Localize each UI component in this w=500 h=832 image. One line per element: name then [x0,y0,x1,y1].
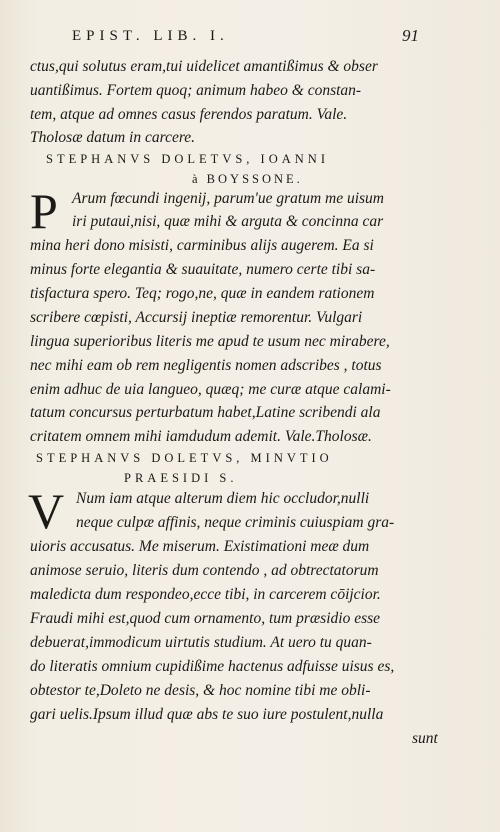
text-line: enim adhuc de uia langueo, quæq; me curæ atque calami- [30,381,391,398]
drop-cap: P [30,183,58,239]
running-title: EPIST. LIB. I. [72,28,229,44]
running-header [72,28,432,45]
text-line: Tholosæ datum in carcere. [30,129,196,146]
letter-heading: STEPHANVS DOLETVS, IOANNI [46,152,329,166]
text-line: obtestor te,Doleto ne desis, & hoc nomine tibi me obli- [30,682,371,699]
text-line: Arum fœcundi ingenij, parum'ue gratum me uisum [72,190,385,207]
page-number: 91 [402,26,419,45]
text-line: maledicta dum respondeo,ecce tibi, in carcerem cōijcior. [30,586,381,603]
text-line: iri putaui,nisi, quæ mihi & arguta & concinna car [72,213,384,230]
text-line: lingua superioribus literis me apud te usum nec mirabere, [30,333,390,350]
text-line: critatem omnem mihi iamdudum ademit. Vale.Tholosæ. [30,428,372,445]
text-line: gari uelis.Ipsum illud quæ abs te suo iure postulent,nulla [30,706,384,723]
text-line: uioris accusatus. Me miserum. Existimationi meæ dum [30,538,370,555]
catchword: sunt [412,730,438,747]
drop-cap: V [28,483,65,539]
text-line: animose seruio, literis dum contendo , ad obtrectatorum [30,562,379,579]
text-line: minus forte elegantia & suauitate, numero certe tibi sa- [30,261,376,278]
text-line: Fraudi mihi est,quod cum ornamento, tum præsidio esse [30,610,381,627]
text-line: tem, atque ad omnes casus ferendos paratum. Vale. [30,106,348,123]
text-line: ctus,qui solutus eram,tui uidelicet amantißimus & obser [30,58,378,75]
letter-heading-recipient: à BOYSSONE. [192,172,303,186]
text-line: tatum concursus perturbatum habet,Latine scribendi ala [30,404,381,421]
letter-heading: STEPHANVS DOLETVS, MINVTIO [36,451,333,465]
text-line: Num iam atque alterum diem hic occludor,nulli [76,490,370,507]
text-line: do literatis omnium cupidißime hactenus adfuisse uisus es, [30,658,395,675]
text-line: mina heri dono misisti, carminibus alijs augerem. Ea si [30,237,374,254]
text-line: tisfactura spero. Teq; rogo,ne, quæ in eandem rationem [30,285,375,302]
text-line: nec mihi eam ob rem negligentis nomen adscribes , totus [30,357,382,374]
text-line: debuerat,immodicum uirtutis studium. At uero tu quan- [30,634,372,651]
text-line: neque culpæ affinis, neque criminis cuiuspiam gra- [76,514,395,531]
text-line: uantißimus. Fortem quoq; animum habeo & constan- [30,82,362,99]
text-line: scribere cœpisti, Accursij ineptiæ remorentur. Vulgari [30,309,363,326]
letter-heading-recipient: PRAESIDI S. [124,471,238,485]
